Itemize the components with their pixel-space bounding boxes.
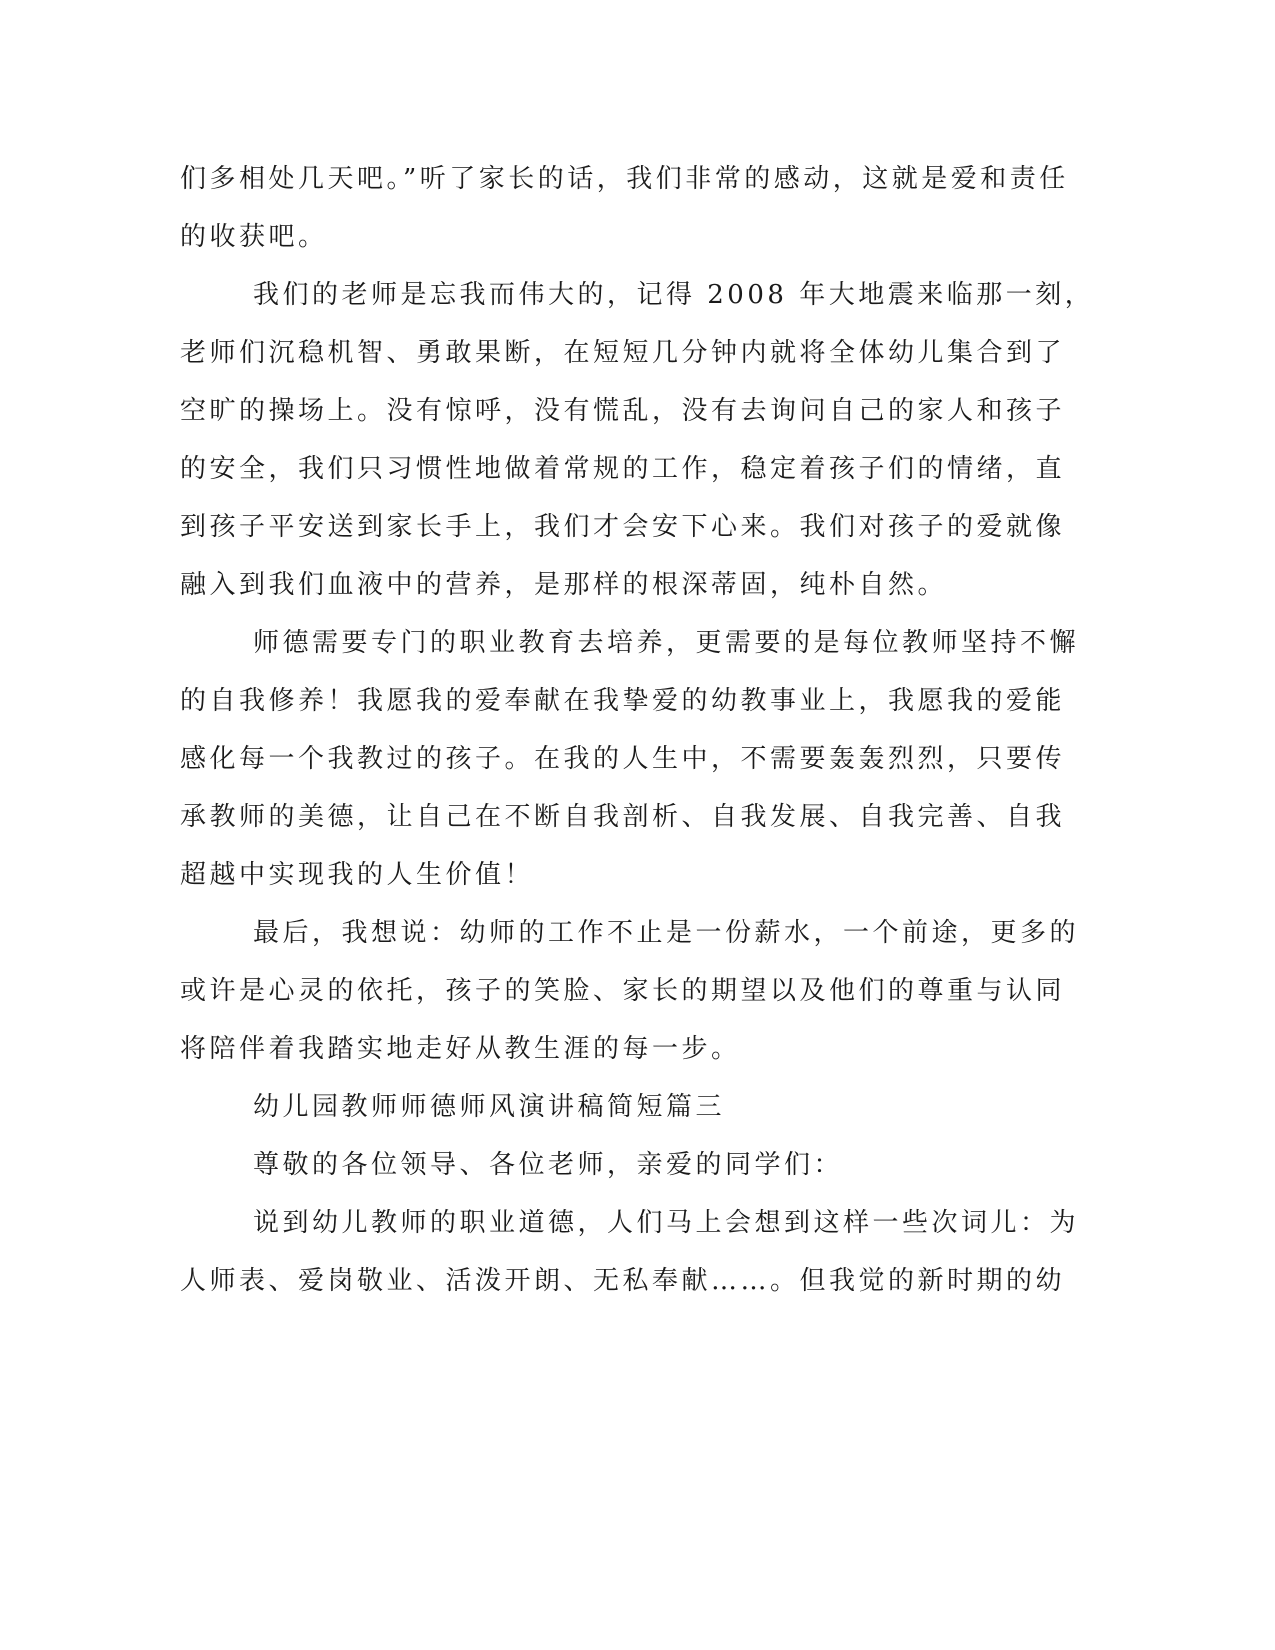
document-body — [180, 150, 1095, 1310]
salutation-line: 尊敬的各位领导、各位老师，亲爱的同学们： — [253, 1150, 844, 1180]
text-line: 们多相处几天吧。”听了家长的话，我们非常的感动，这就是爱和责任 — [180, 164, 1069, 194]
text-line: 到孩子平安送到家长手上，我们才会安下心来。我们对孩子的爱就像 — [180, 512, 1066, 542]
text-line: 的收获吧。 — [180, 222, 328, 252]
text-line: 的安全，我们只习惯性地做着常规的工作，稳定着孩子们的情绪，直 — [180, 454, 1066, 484]
paragraph-start-line: 师德需要专门的职业教育去培养，更需要的是每位教师坚持不懈 — [253, 628, 1080, 658]
text-line: 承教师的美德，让自己在不断自我剖析、自我发展、自我完善、自我 — [180, 802, 1066, 832]
paragraph-start-line: 最后，我想说：幼师的工作不止是一份薪水，一个前途，更多的 — [253, 918, 1080, 948]
text-line: 将陪伴着我踏实地走好从教生涯的每一步。 — [180, 1034, 741, 1064]
text-line: 空旷的操场上。没有惊呼，没有慌乱，没有去询问自己的家人和孩子 — [180, 396, 1066, 426]
paragraph-start-line: 我们的老师是忘我而伟大的，记得 2008 年大地震来临那一刻， — [253, 280, 1095, 310]
text-line: 老师们沉稳机智、勇敢果断，在短短几分钟内就将全体幼儿集合到了 — [180, 338, 1066, 368]
text-line: 融入到我们血液中的营养，是那样的根深蒂固，纯朴自然。 — [180, 570, 948, 600]
text-line: 感化每一个我教过的孩子。在我的人生中，不需要轰轰烈烈，只要传 — [180, 744, 1066, 774]
text-line: 超越中实现我的人生价值！ — [180, 860, 535, 890]
text-line: 的自我修养！我愿我的爱奉献在我挚爱的幼教事业上，我愿我的爱能 — [180, 686, 1066, 716]
section-heading: 幼儿园教师师德师风演讲稿简短篇三 — [253, 1092, 726, 1122]
text-line: 人师表、爱岗敬业、活泼开朗、无私奉献……。但我觉的新时期的幼 — [180, 1266, 1066, 1296]
paragraph-start-line: 说到幼儿教师的职业道德，人们马上会想到这样一些次词儿：为 — [253, 1208, 1080, 1238]
text-line: 或许是心灵的依托，孩子的笑脸、家长的期望以及他们的尊重与认同 — [180, 976, 1066, 1006]
